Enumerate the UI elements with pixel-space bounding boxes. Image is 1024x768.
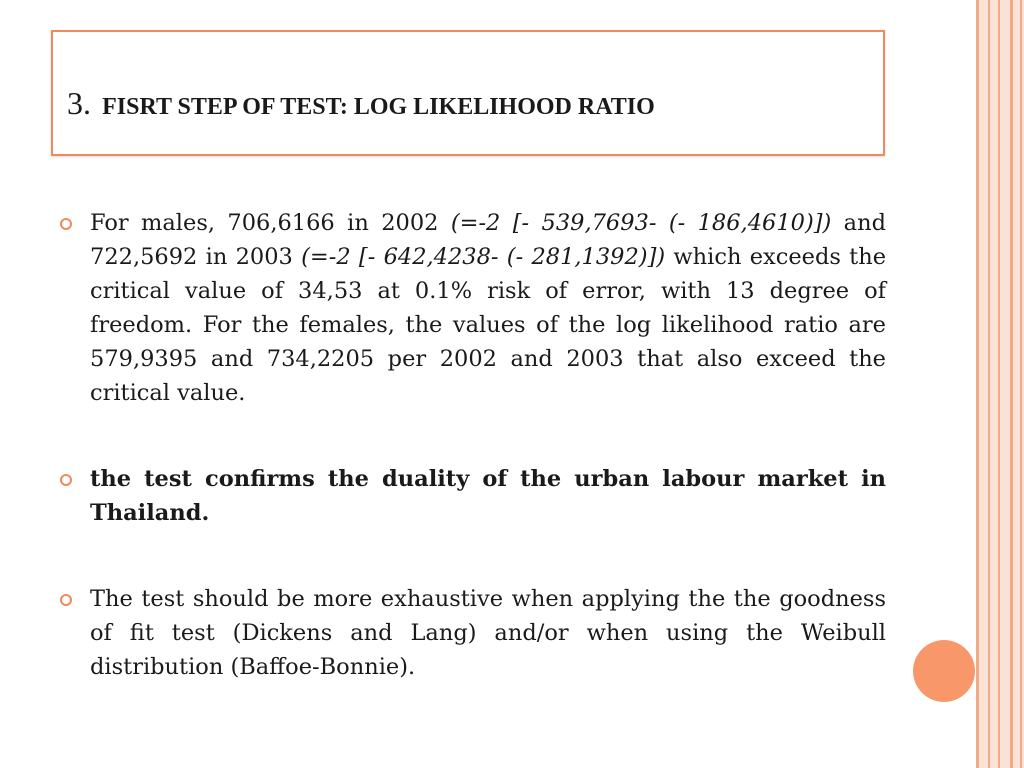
slide-title-box <box>51 30 885 156</box>
bullet-text: The test should be more exhaustive when applying the the goodness of fit test (Dickens and Lang) and/or when using the Weibull distribution (Baffoe-Bonnie). <box>90 586 886 680</box>
bullet-text-italic: (=-2 [- 642,4238- (- 281,1392)]) <box>301 244 666 270</box>
stripe-line <box>998 0 1000 768</box>
bullet-item-males-females <box>60 206 886 410</box>
bullet-text: the test confirms the duality of the urban labour market in Thailand. <box>90 466 886 526</box>
bullet-item-duality <box>60 462 886 530</box>
bullet-circle-icon <box>60 594 72 606</box>
bullet-circle-icon <box>60 218 72 230</box>
stripe-line <box>976 0 979 768</box>
bullet-item-exhaustive <box>60 582 886 684</box>
stripe-line <box>1020 0 1022 768</box>
bullet-text-segment: and 722,5692 in 2003 <box>90 210 886 270</box>
bullet-text-segment: which exceeds the critical value of 34,53 at 0.1% risk of error, with 13 degree of freedom. For the females, the values of the log likelihood ratio are 579,9395 and 734,2205 per 2002 and 2003 that also exceed the critical value. <box>90 244 887 406</box>
stripe-line <box>988 0 990 768</box>
slide-title <box>67 84 655 122</box>
bullet-text-italic: (=-2 [- 539,7693- (- 186,4610)]) <box>450 210 832 236</box>
slide-content <box>60 206 886 684</box>
decorative-side-stripes <box>976 0 1024 768</box>
title-text: FISRT STEP OF TEST: LOG LIKELIHOOD RATIO <box>102 94 655 120</box>
stripe-line <box>1010 0 1013 768</box>
bullet-circle-icon <box>60 474 72 486</box>
decorative-circle <box>913 640 975 702</box>
title-number: 3. <box>67 85 91 121</box>
bullet-text-segment: For males, 706,6166 in 2002 <box>90 210 451 236</box>
